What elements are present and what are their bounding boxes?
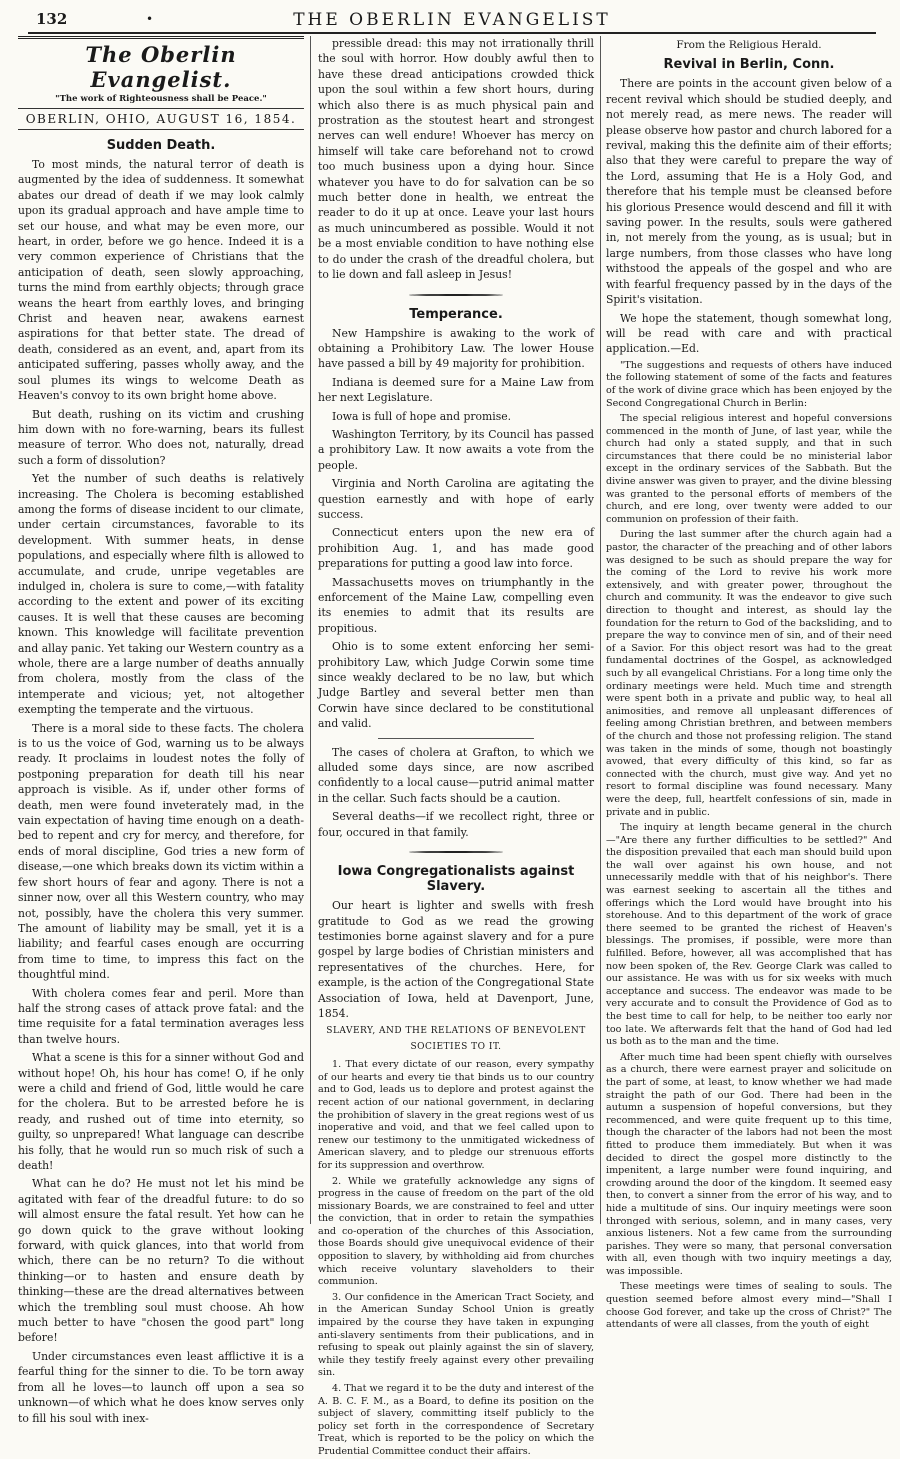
paragraph: There are points in the account given below of a recent revival which should be studied deeply, and not merely read, as mere news. The reader will please observe how pastor and church labored for a revival, making this the definite aim of their efforts; also that they were careful to prepare the way of the Lord, assuming that He is a Holy God, and therefore that his temple must be cleansed before his glorious Presence would descend and fill it with saving power. In the results, souls were gathered in, not merely from the young, as is usual; but in large numbers, from those classes who have long withstood the appeals of the gospel and who are with fearful frequency passed by in the days of the Spirit's visitation. <box>606 77 892 307</box>
journal-title: THE OBERLIN EVANGELIST <box>293 10 611 30</box>
paragraph: Our heart is lighter and swells with fresh gratitude to God as we read the growing testimonies borne against slavery and for a pure gospel by large bodies of Christian ministers and representatives of the churches. Here, for example, is the action of the Congregational State Association of Iowa, held at Davenport, June, 1854. <box>318 899 594 1020</box>
paragraph: Massachusetts moves on triumphantly in the enforcement of the Maine Law, compelling even its enemies to admit that its results are propitious. <box>318 575 594 635</box>
resolution: 1. That every dictate of our reason, every sympathy of our hearts and every tie that binds us to our country and to God, leads us to deplore and protest against the recent action of our national government, in declaring the prohibition of slavery in the great regions west of us inoperative and void, and that we feel called upon to renew our testimony to the unmitigated wickedness of American slavery, and to pledge our strenuous efforts for its suppression and overthrow. <box>318 1059 594 1171</box>
column-1 <box>18 36 304 1425</box>
column-rule <box>600 36 601 1224</box>
bullet-mark: • <box>146 12 154 26</box>
article-source: From the Religious Herald. <box>676 39 822 51</box>
article-body-small <box>606 360 892 1332</box>
article-title-sudden-death: Sudden Death. <box>106 138 216 153</box>
paragraph: Yet the number of such deaths is relatively increasing. The Cholera is becoming established among the forms of disease incident to our climate, under certain circumstances, favorable to its development. With summer heats, in dense populations, and especially where filth is allowed to accumulate, and crude, unripe vegetables are indulged in, cholera is sure to come,—with fatality according to the extent and power of its exciting causes. It is well that these causes are becoming known. This knowledge will facilitate prevention and allay panic. Yet taking our Western country as a whole, there are a large number of deaths annually from cholera, mostly from the class of the intemperate and vicious; yet, not altogether exempting the temperate and the virtuous. <box>18 472 304 717</box>
paragraph: We hope the statement, though somewhat long, will be read with care and with practical application.—Ed. <box>606 311 892 356</box>
column-3 <box>606 36 892 1331</box>
paragraph: Virginia and North Carolina are agitating the question earnestly and with hope of early success. <box>318 477 594 521</box>
paragraph: The special religious interest and hopeful conversions commenced in the month of June, of last year, while the church had only a stated supply, and that in such circumstances that there could be no ministerial labor except in the ordinary services of the Sabbath. But the divine answer was given to prayer, and the divine blessing was granted to the personal efforts of members of the church, and ere long, over twenty were added to our communion on profession of their faith. <box>606 413 892 525</box>
resolution: 3. Our confidence in the American Tract Society, and in the American Sunday School Union is greatly impaired by the course they have taken in expunging anti-slavery sentiments from their publications, and in refusing to speak out plainly against the sin of slavery, while they testify freely against every other prevailing sin. <box>318 1291 594 1379</box>
paragraph: With cholera comes fear and peril. More than half the strong cases of attack prove fatal: and the time requisite for a fatal termination averages less than twelve hours. <box>18 986 304 1046</box>
masthead <box>18 36 304 130</box>
section-separator <box>338 848 574 856</box>
paragraph: Indiana is deemed sure for a Maine Law from her next Legislature. <box>318 375 594 405</box>
paragraph: Iowa is full of hope and promise. <box>332 409 512 423</box>
column-rule <box>310 36 311 1224</box>
paragraph: During the last summer after the church again had a pastor, the character of the preaching and of other labors was designed to be such as should prepare the way for the coming of the Lord to revive his work more extensively, and with greater power, throughout the church and community. It was the endeavor to give such direction to thought and interest, as should lay the foundation for the return to God of the backsliding, and to prepare the way to convince men of sin, and of their need of a Savior. For this object resort was had to the great fundamental doctrines of the Gospel, as acknowledged such by all evangelical Christians. For a long time only the ordinary meetings were held. Much time and strength were spent both in a private and public way, to heal all animosities, and remove all unpleasant differences of feeling among Christian brethren, and between members of the church and those not professing religion. The stand was taken in the minds of some, though not boastingly avowed, that every difficulty of this kind, so far as connected with the church, must give way. And yet no resort to formal discipline was found necessary. Many were the deep, full, heartfelt confessions of sin, made in private and in public. <box>606 529 892 818</box>
paragraph: To most minds, the natural terror of death is augmented by the idea of suddenness. It somewhat abates our dread of death if we may look calmly upon its gradual approach and have ample time to set our house, and what may be even more, our heart, in order, before we go hence. Indeed it is a very common experience of Christians that the anticipation of death, seen slowly approaching, turns the mind from earthly objects; through grace weans the heart from earthly loves, and bringing Christ and heaven near, awakens earnest aspirations for that better state. The dread of death, considered as an event, and, apart from its anticipated suffering, passes wholly away, and the soul plumes its wings to welcome Death as Heaven's convoy to its own bright home above. <box>18 158 304 403</box>
paragraph: pressible dread: this may not irrationally thrill the soul with horror. How doubly awful then to have these dread anticipations crowded thick upon the soul within a few short hours, during which also there is as much physical pain and prostration as the stoutest heart and strongest nerves can well endure! Whoever has mercy on himself will take care beforehand not to crowd too much business upon a dying hour. Since whatever you have to do for salvation can be so much better done in health, we entreat the reader to do it up at once. Leave your last hours as much unincumbered as possible. Would it not be a most enviable condition to have nothing else to do under the crash of the dreadful cholera, but to lie down and fall asleep in Jesus! <box>318 37 594 282</box>
masthead-name: The Oberlin Evangelist. <box>85 42 237 92</box>
article-title-revival: Revival in Berlin, Conn. <box>663 57 835 73</box>
running-head <box>28 4 876 34</box>
paragraph: What can he do? He must not let his mind be agitated with fear of the dreadful future: to do so will almost ensure the fatal result. Yet how can he go down quick to the grave without looking forward, with quick glances, into that world from which, there can be no return? To die without thinking—or to hasten and ensure death by thinking—these are the dread alternatives between which the trembling soul must choose. Ah how much better to have "chosen the good part" long before! <box>18 1177 304 1345</box>
paragraph: New Hampshire is awaking to the work of obtaining a Prohibitory Law. The lower House have passed a bill by 49 majority for prohibition. <box>318 326 594 371</box>
page-number: 132 <box>36 10 68 28</box>
paragraph: Several deaths—if we recollect right, three or four, occured in that family. <box>318 810 594 839</box>
resolutions-subhead: SLAVERY, AND THE RELATIONS OF BENEVOLENT SOCIETIES TO IT. <box>326 1026 586 1052</box>
paragraph: "The suggestions and requests of others have induced the following statement of some of the facts and features of the work of divine grace which has been enjoyed by the Second Congregational Church in Berlin: <box>606 359 892 409</box>
article-title-temperance: Temperance. <box>409 306 503 322</box>
paragraph: The inquiry at length became general in the church—"Are there any further difficulties to be settled?" And the disposition prevailed that each man should build upon the wall over against his own house, and not unnecessarily meddle with that of his neighbor's. There was earnest seeking to ascertain all the tithes and offerings which the Lord would have brought into his storehouse. And to this department of the work of grace there seemed to be granted the richest of Heaven's blessings. The promises, if possible, were more than fulfilled. Before, however, all was accomplished that has now been spoken of, the Rev. George Clark was called to our assistance. He was with us for six weeks with much acceptance and success. The endeavor was made to be very accurate and to consult the Providence of God as to the best time to call for help, to be neither too early nor too late. We afterwards felt that the hand of God had led us both as to the man and the time. <box>606 822 892 1048</box>
resolution: 2. While we gratefully acknowledge any signs of progress in the cause of freedom on the part of the old missionary Boards, we are constrained to feel and utter the conviction, that in order to retain the sympathies and co-operation of the churches of this Association, those Boards should give unequivocal evidence of their opposition to slavery, by withholding aid from churches which receive voluntary slaveholders to their communion. <box>318 1175 594 1288</box>
paragraph: But death, rushing on its victim and crushing him down with no fore-warning, bears its fullest measure of terror. Who does not, naturally, dread such a form of dissolution? <box>18 407 304 467</box>
paragraph: What a scene is this for a sinner without God and without hope! Oh, his hour has come! O, if he only were a child and friend of God, little would he care for the cholera. But to be arrested before he is ready, and rushed out of time into eternity, so guilty, so unprepared! What language can describe his folly, that he would run so much risk of such a death! <box>18 1051 304 1172</box>
paragraph: Under circumstances even least afflictive it is a fearful thing for the sinner to die. To be torn away from all he loves—to launch off upon a sea so unknown—of which what he does know serves only to fill his soul with inex- <box>18 1349 304 1425</box>
paragraph: There is a moral side to these facts. The cholera is to us the voice of God, warning us to be always ready. It proclaims in loudest notes the folly of postponing preparation for death till his near approach is visible. As if, under other forms of death, men were found inveterately mad, in the vain expectation of having time enough on a death-bed to repent and cry for mercy, and therefore, for ends of moral discipline, God tries a new form of disease,—one which breaks down its victim within a few short hours of fear and agony. There is not a sinner now, over all this Western country, who may not, possibly, have the cholera this very summer. The amount of liability may be small, yet it is a liability; and fearful cases enough are occurring from time to time, to impress this fact on the thoughtful mind. <box>18 721 304 982</box>
article-body <box>18 157 304 1426</box>
article-title-iowa: Iowa Congregationalists against Slavery. <box>337 864 575 895</box>
column-2 <box>318 36 594 1457</box>
paragraph: These meetings were times of sealing to souls. The question seemed before almost every mind—"Shall I choose God forever, and take up the cross of Christ?" The attendants of were all classes, from the youth of eight <box>606 1281 892 1331</box>
paragraph: Connecticut enters upon the new era of prohibition Aug. 1, and has made good preparations for putting a good law into force. <box>318 526 594 571</box>
masthead-motto: "The work of Righteousness shall be Peace." <box>55 94 267 104</box>
section-separator <box>338 291 574 299</box>
paragraph: Washington Territory, by its Council has passed a prohibitory Law. It now awaits a vote from the people. <box>318 427 594 472</box>
resolutions-list <box>318 1059 594 1458</box>
paragraph: The cases of cholera at Grafton, to which we alluded some days since, are now ascribed confidently to a local cause—putrid animal matter in the cellar. Such facts should be a caution. <box>318 745 594 805</box>
paragraph: Ohio is to some extent enforcing her semi-prohibitory Law, which Judge Corwin some time since weakly declared to be no law, but which Judge Bartley and several better men than Corwin have since declared to be constitutional and valid. <box>318 640 594 731</box>
paragraph: After much time had been spent chiefly with ourselves as a church, there were earnest prayer and solicitude on the part of some, at least, to know whether we had made straight the path of our God. There had been in the autumn a suspension of hopeful conversions, but they recommenced, and were quite frequent up to this time, though the character of the labors had not been the most fitted to produce them immediately. But when it was decided to direct the gospel more distinctly to the impenitent, a large number were found inquiring, and crowding around the door of the kingdom. It seemed easy then, to convert a sinner from the error of his way, and to hide a multitude of sins. Our inquiry meetings were soon thronged with serious, solemn, and in many cases, very anxious listeners. Not a few came from the surrounding parishes. They were so many, that personal conversation with all, even though with two inquiry meetings a day, was impossible. <box>606 1051 892 1277</box>
divider <box>378 738 534 739</box>
resolution: 4. That we regard it to be the duty and interest of the A. B. C. F. M., as a Board, to define its position on the subject of slavery, committing itself publicly to the policy set forth in the correspondence of Secretary Treat, which is reported to be the policy on which the Prudential Committee conduct their affairs. <box>318 1383 594 1457</box>
dateline: OBERLIN, OHIO, AUGUST 16, 1854. <box>18 108 304 130</box>
